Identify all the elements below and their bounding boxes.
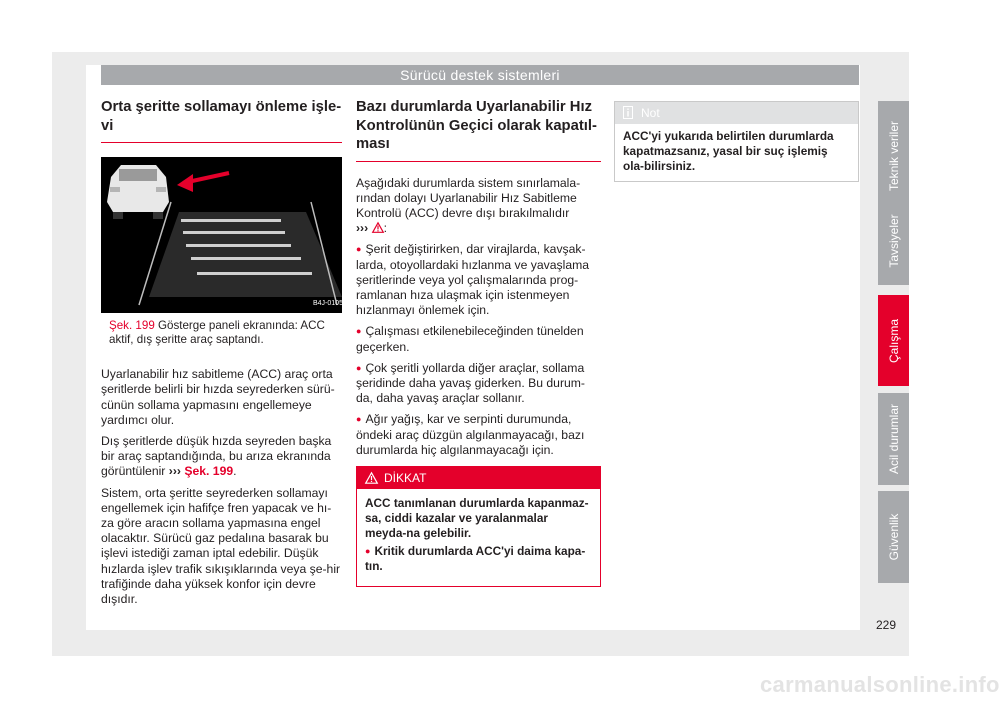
left-para-2: Dış şeritlerde düşük hızda seyreden başka bir araç saptandığında, bu arıza ekranında görüntülenir ››› Şek. 199. — [101, 434, 332, 479]
warning-body — [357, 489, 600, 586]
page-number: 229 — [876, 618, 897, 632]
middle-heading: Bazı durumlarda Uyarlanabilir Hız Kontrolünün Geçici olarak kapatıl-ması — [356, 98, 601, 162]
left-heading: Orta şeritte sollamayı önleme işle-vi — [101, 98, 342, 143]
left-para-3: Sistem, orta şeritte seyrederken sollamayı engellemek için hafifçe fren yapacak ve hı-za göre aracın sollama yapmasına engel olacaktır. Sürücü gaz pedalına basarak bu işlevi istediği zaman iptal edebilir. Düşük hızlarda işlev trafik sıkışıklarında veya şe-hir trafiğinde daha yüksek konfor için devre dışıdır. — [101, 485, 341, 607]
warning-triangle-icon — [372, 222, 384, 233]
caption-text: Gösterge paneli ekranında: ACC aktif, dış şeritte araç saptandı. — [109, 319, 325, 347]
middle-column — [356, 98, 601, 587]
figure-199 — [101, 157, 342, 313]
note-header — [615, 102, 858, 124]
section-header: Sürücü destek sistemleri — [101, 65, 859, 85]
left-para-1: Uyarlanabilir hız sabitleme (ACC) araç orta şeritlerde belirli bir hızda seyrederken sürü-cünün sollama yapmasını engellemeye yardımcı olur. — [101, 367, 335, 427]
figure-code: B4J-0105 — [313, 300, 343, 307]
warning-box — [356, 466, 601, 587]
tab-calisma[interactable]: Çalışma — [878, 295, 909, 386]
tab-acil-durumlar[interactable]: Acil durumlar — [878, 393, 909, 485]
list-item: ● Şerit değiştirirken, dar virajlarda, kavşak-larda, otoyollardaki hızlanma ve yavaşlama şeritlerinde veya yol çalışmalarında prog-ramlanan hıza ulaşmak için istenmeyen hızlanmayı önlemek için. — [356, 242, 601, 318]
ref-arrows: ››› — [168, 464, 181, 479]
caption-label: Şek. 199 — [109, 319, 155, 333]
note-box — [614, 101, 859, 182]
tab-guvenlik[interactable]: Güvenlik — [878, 491, 909, 583]
warning-bullet: ● Kritik durumlarda ACC'yi daima kapa-tın. — [365, 544, 592, 574]
tab-teknik-veriler[interactable]: Teknik veriler — [878, 101, 909, 211]
list-item: ● Çok şeritli yollarda diğer araçlar, sollama şeridinde daha yavaş giderken. Bu durum-da, daha yavaş araçlar sollanır. — [356, 361, 601, 407]
figure-caption — [109, 319, 342, 347]
left-column — [101, 98, 342, 613]
warning-text: ACC tanımlanan durumlarda kapanmaz-sa, ciddi kazalar ve yaralanmalar meyda-na gelebilir. — [365, 495, 589, 540]
list-item: ● Ağır yağış, kar ve serpinti durumunda, öndeki araç düzgün algılanmayacağı, bazı durumlarda hiç algılanmayacağı için. — [356, 412, 601, 458]
right-column — [614, 101, 859, 182]
info-icon — [623, 106, 633, 119]
car-icon — [107, 165, 169, 219]
warning-triangle-icon — [365, 472, 378, 484]
note-text: ACC'yi yukarıda belirtilen durumlarda kapatmazsanız, yasal bir suç işlemiş ola-bilirsiniz. — [623, 129, 834, 173]
footer-watermark: carmanualsonline.info — [760, 672, 1000, 697]
middle-intro: Aşağıdaki durumlarda sistem sınırlamala-rından dolayı Uyarlanabilir Hız Sabitleme Kontrolü (ACC) devre dışı bırakılmalıdır ››› : — [356, 175, 581, 236]
figure-reference-link[interactable]: Şek. 199 — [180, 464, 234, 479]
tab-tavsiyeler[interactable]: Tavsiyeler — [878, 197, 909, 285]
intro-arrows: ››› — [356, 221, 369, 236]
warning-header — [357, 467, 600, 489]
note-title: Not — [641, 106, 660, 120]
warning-title: DİKKAT — [384, 470, 427, 485]
dashboard-illustration — [101, 157, 342, 309]
list-item: ● Çalışması etkilenebileceğinden tünelden geçerken. — [356, 324, 601, 354]
